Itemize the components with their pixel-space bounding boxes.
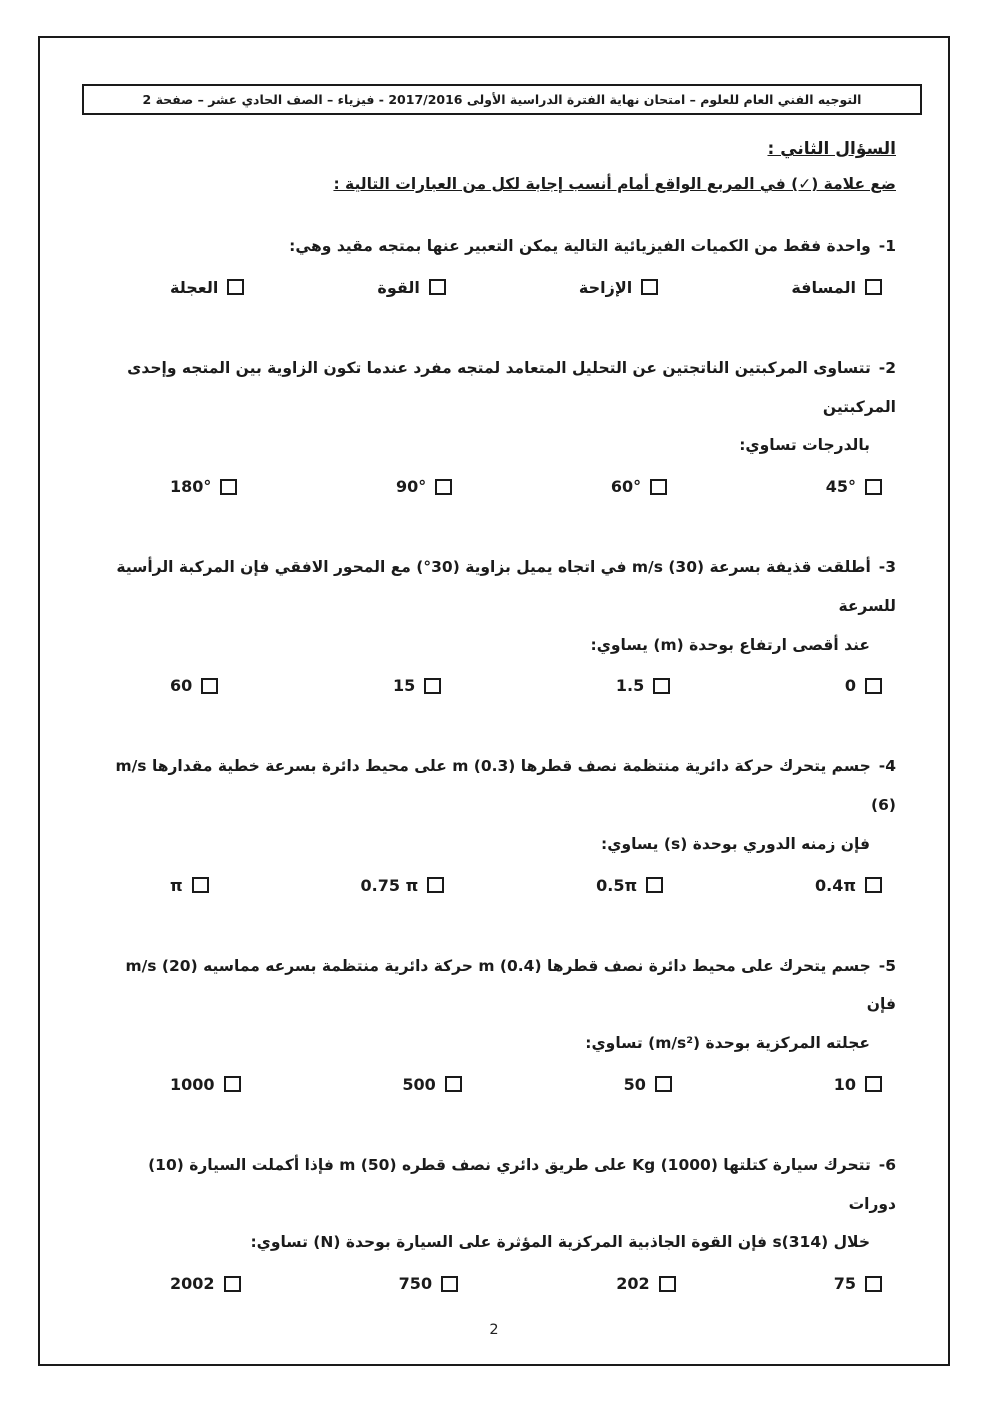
question-text [100,747,896,825]
checkbox-icon[interactable] [865,279,882,295]
question-number: -1 [878,237,896,255]
option-4[interactable] [170,1075,241,1094]
checkbox-icon[interactable] [865,479,882,495]
question-text [100,1146,896,1224]
option-4[interactable] [170,278,244,297]
question-line1: تتساوى المركبتين الناتجتين عن التحليل المتعامد لمتجه مفرد عندما تكون الزاوية بين المتجه وإحدى المركبتين [127,358,896,416]
question-4 [100,747,896,894]
option-2[interactable] [579,278,658,297]
checkbox-icon[interactable] [424,678,441,694]
option-2[interactable] [596,876,663,895]
checkbox-icon[interactable] [227,279,244,295]
questions-list [100,227,896,1293]
option-4[interactable] [170,876,209,895]
checkbox-icon[interactable] [865,1276,882,1292]
question-number: -3 [878,558,896,576]
instruction-line: ضع علامة (✓) في المربع الواقع أمام أنسب إجابة لكل من العبارات التالية : [333,175,896,193]
option-label: 60 [170,676,193,696]
option-3[interactable] [393,676,441,695]
option-label: الإزاحة [578,277,633,297]
checkbox-icon[interactable] [192,877,209,893]
options-row [100,1075,896,1094]
option-2[interactable] [611,477,667,496]
option-4[interactable] [170,676,218,695]
question-6 [100,1146,896,1293]
option-label: 1000 [170,1074,215,1094]
option-2[interactable] [616,1274,675,1293]
option-1[interactable] [826,477,882,496]
option-1[interactable] [834,1274,882,1293]
question-1 [100,227,896,297]
exam-page-frame [38,36,950,1366]
question-line2: خلال s(314) فإن القوة الجاذبية المركزية المؤثرة على السيارة بوحدة (N) تساوي: [250,1233,870,1252]
question-line2: فإن زمنه الدوري بوحدة (s) يساوي: [601,834,870,853]
checkbox-icon[interactable] [659,1276,676,1292]
checkbox-icon[interactable] [641,279,658,295]
option-3[interactable] [396,477,452,496]
option-1[interactable] [845,676,882,695]
question-text [100,947,896,1025]
checkbox-icon[interactable] [650,479,667,495]
question-line1: جسم يتحرك على محيط دائرة نصف قطرها m (0.4) حركة دائرية منتظمة بسرعه مماسيه m/s (20) فإن [125,956,896,1014]
checkbox-icon[interactable] [655,1076,672,1092]
checkbox-icon[interactable] [865,877,882,893]
option-label: القوة [377,277,420,297]
checkbox-icon[interactable] [224,1276,241,1292]
option-label: 50 [623,1074,646,1094]
question-3 [100,548,896,695]
option-label: 2002 [170,1274,215,1293]
checkbox-icon[interactable] [865,1076,882,1092]
checkbox-icon[interactable] [653,678,670,694]
option-label: 180° [170,477,212,496]
checkbox-icon[interactable] [441,1276,458,1292]
section-title: السؤال الثاني : [767,139,896,159]
checkbox-icon[interactable] [220,479,237,495]
checkbox-icon[interactable] [435,479,452,495]
option-label: 500 [402,1074,436,1094]
question-2 [100,349,896,496]
option-label: 750 [398,1274,433,1293]
option-label: 1.5 [615,676,645,696]
options-row [100,477,896,496]
question-text [100,548,896,626]
checkbox-icon[interactable] [445,1076,462,1092]
exam-header-text: التوجيه الفني العام للعلوم – امتحان نهاية الفترة الدراسية الأولى 2017/2016 - فيزياء – الصف الحادي عشر – صفحة 2 [142,92,862,107]
option-label: المسافة [791,277,856,297]
question-number: -2 [878,358,896,377]
option-2[interactable] [624,1075,672,1094]
options-row [100,1274,896,1293]
option-4[interactable] [170,477,237,496]
checkbox-icon[interactable] [865,678,882,694]
option-4[interactable] [170,1274,241,1293]
option-label: العجلة [170,277,219,297]
question-text [100,227,896,266]
option-label: 10 [833,1074,856,1094]
checkbox-icon[interactable] [224,1076,241,1092]
option-3[interactable] [402,1075,461,1094]
checkbox-icon[interactable] [429,279,446,295]
option-label: 0.4π [815,875,856,895]
exam-header-box [82,84,922,115]
option-label: 0.75 π [360,875,419,895]
option-label: 15 [392,676,416,696]
option-label: 202 [616,1274,650,1293]
checkbox-icon[interactable] [427,877,444,893]
question-line1: جسم يتحرك حركة دائرية منتظمة نصف قطرها m (0.3) على محيط دائرة بسرعة خطية مقدارها m/s (6) [115,757,896,814]
question-text [100,349,896,427]
option-1[interactable] [834,1075,882,1094]
question-line1: تتحرك سيارة كتلتها Kg (1000) على طريق دائري نصف قطره m (50) فإذا أكملت السيارة (10) دورات [148,1155,896,1213]
option-3[interactable] [399,1274,458,1293]
options-row [100,676,896,695]
question-line2: عجلته المركزية بوحدة (m/s²) تساوي: [585,1034,870,1052]
option-1[interactable] [791,278,882,297]
option-3[interactable] [377,278,445,297]
option-label: 0.5π [596,875,638,895]
page-number: 2 [489,1322,499,1338]
question-line2: عند أقصى ارتفاع بوحدة (m) يساوي: [590,635,870,654]
page-content [40,139,948,1293]
option-label: 75 [833,1274,856,1293]
option-label: 45° [825,477,856,496]
question-line1: أطلقت قذيفة بسرعة m/s (30) في اتجاه يميل بزاوية (30°) مع المحور الافقي فإن المركبة الرأسية للسرعة [116,558,896,615]
question-number: -5 [878,956,896,975]
question-line1: واحدة فقط من الكميات الفيزيائية التالية يمكن التعبير عنها بمتجه مقيد وهي: [289,237,871,255]
option-2[interactable] [616,676,670,695]
option-3[interactable] [361,876,445,895]
option-label: 60° [610,477,642,496]
question-number: -6 [878,1155,896,1174]
option-1[interactable] [815,876,882,895]
checkbox-icon[interactable] [646,877,663,893]
question-number: -4 [878,757,896,776]
option-label: 0 [844,676,856,696]
question-5 [100,947,896,1094]
checkbox-icon[interactable] [201,678,218,694]
options-row [100,278,896,297]
option-label: 90° [396,477,427,496]
option-label: π [170,875,183,895]
options-row [100,876,896,895]
question-line2: بالدرجات تساوي: [739,436,870,455]
